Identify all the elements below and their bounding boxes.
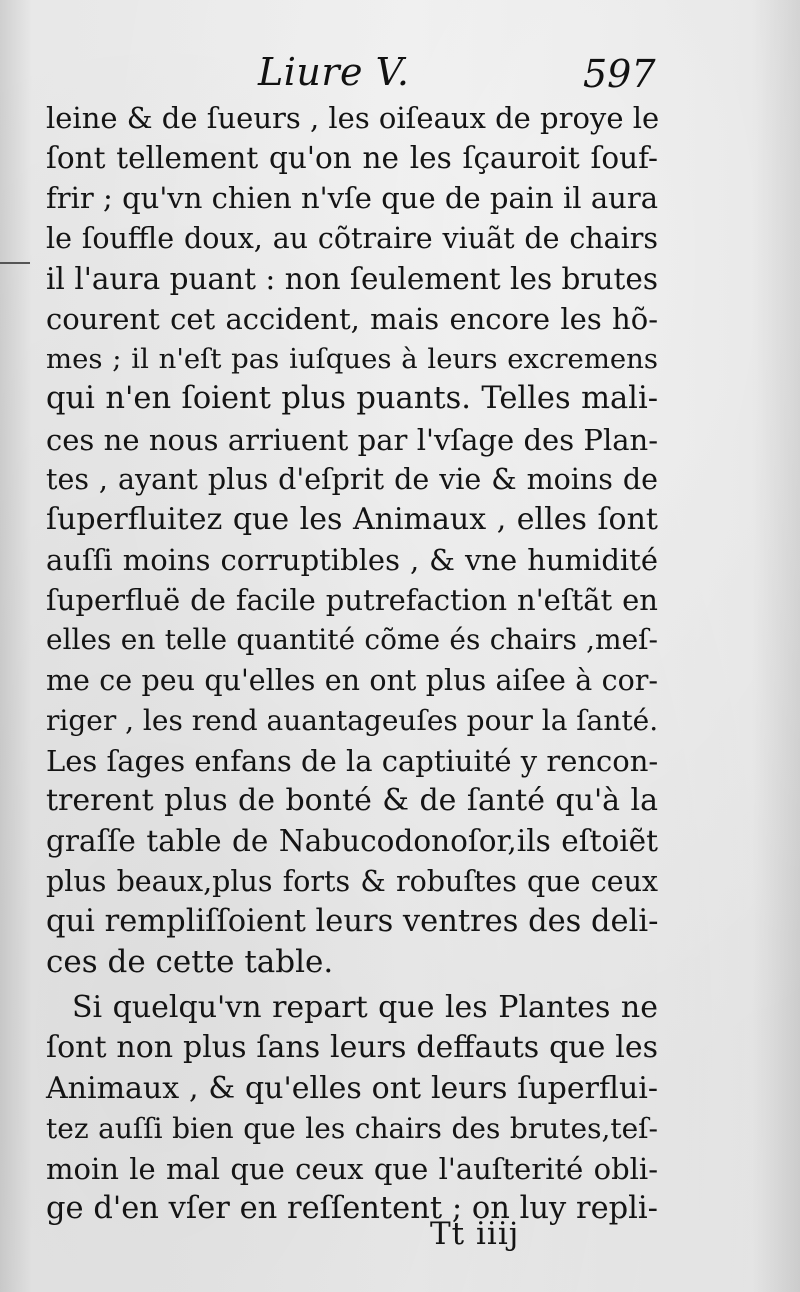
text-line: plus beaux,plus forts & robuſtes que ceux [46, 864, 658, 898]
text-line: ces de cette table. [46, 943, 334, 980]
text-line: ſont non plus ſans leurs deffauts que les [46, 1030, 658, 1066]
body-text [46, 98, 666, 1229]
text-line: Les ſages enfans de la captiuité y rencon- [46, 744, 659, 778]
text-line: leine & de ſueurs , les oiſeaux de proye le [46, 101, 660, 135]
text-line: Si quelqu'vn repart que les Plantes ne [72, 990, 658, 1026]
text-line: ge d'en vſer en reſſentent ; on luy repli- [46, 1191, 658, 1227]
text-line: elles en telle quantité cõme és chairs ,meſ- [46, 623, 658, 657]
text-line: le ſouffle doux, au cõtraire viuãt de chairs [46, 221, 658, 255]
text-line: graſſe table de Nabucodonoſor,ils eſtoiẽt [46, 824, 658, 859]
text-line: ſont tellement qu'on ne les ſçauroit ſouf- [46, 141, 658, 176]
page-number: 597 [583, 52, 656, 96]
text-line: trerent plus de bonté & de ſanté qu'à la [46, 783, 658, 819]
margin-rule [0, 262, 30, 264]
text-line: qui rempliſſoient leurs ventres des deli- [46, 903, 659, 939]
text-line: ſuperfluë de facile putrefaction n'eſtãt en [46, 583, 658, 618]
text-line: qui n'en ſoient plus puants. Telles mali- [46, 381, 658, 417]
text-line: me ce peu qu'elles en ont plus aiſee à cor- [46, 663, 658, 697]
text-line: riger , les rend auantageuſes pour la ſanté. [46, 703, 659, 737]
text-line: Animaux , & qu'elles ont leurs ſuperflui- [46, 1070, 658, 1106]
text-line: moin le mal que ceux que l'auſterité obli- [46, 1151, 658, 1186]
paragraph [46, 98, 666, 982]
text-line: il l'aura puant : non ſeulement les brutes [46, 261, 658, 296]
signature-mark: Tt iiij [430, 1216, 520, 1252]
text-line: auſſi moins corruptibles , & vne humidité [46, 543, 658, 578]
text-line: ſuperfluitez que les Animaux , elles ſont [46, 501, 658, 537]
running-head [0, 44, 800, 104]
text-line: courent cet accident, mais encore les hõ- [46, 301, 658, 336]
running-head-title: Liure V. [258, 50, 410, 94]
text-line: mes ; il n'eſt pas iuſques à leurs excremens [46, 343, 658, 376]
text-line: ces ne nous arriuent par l'vſage des Plan- [46, 422, 658, 457]
text-line: frir ; qu'vn chien n'vſe que de pain il aura [46, 181, 658, 216]
paragraph [46, 988, 666, 1229]
text-line: tes , ayant plus d'eſprit de vie & moins de [46, 462, 658, 496]
text-line: tez auſſi bien que les chairs des brutes,teſ- [46, 1111, 658, 1145]
